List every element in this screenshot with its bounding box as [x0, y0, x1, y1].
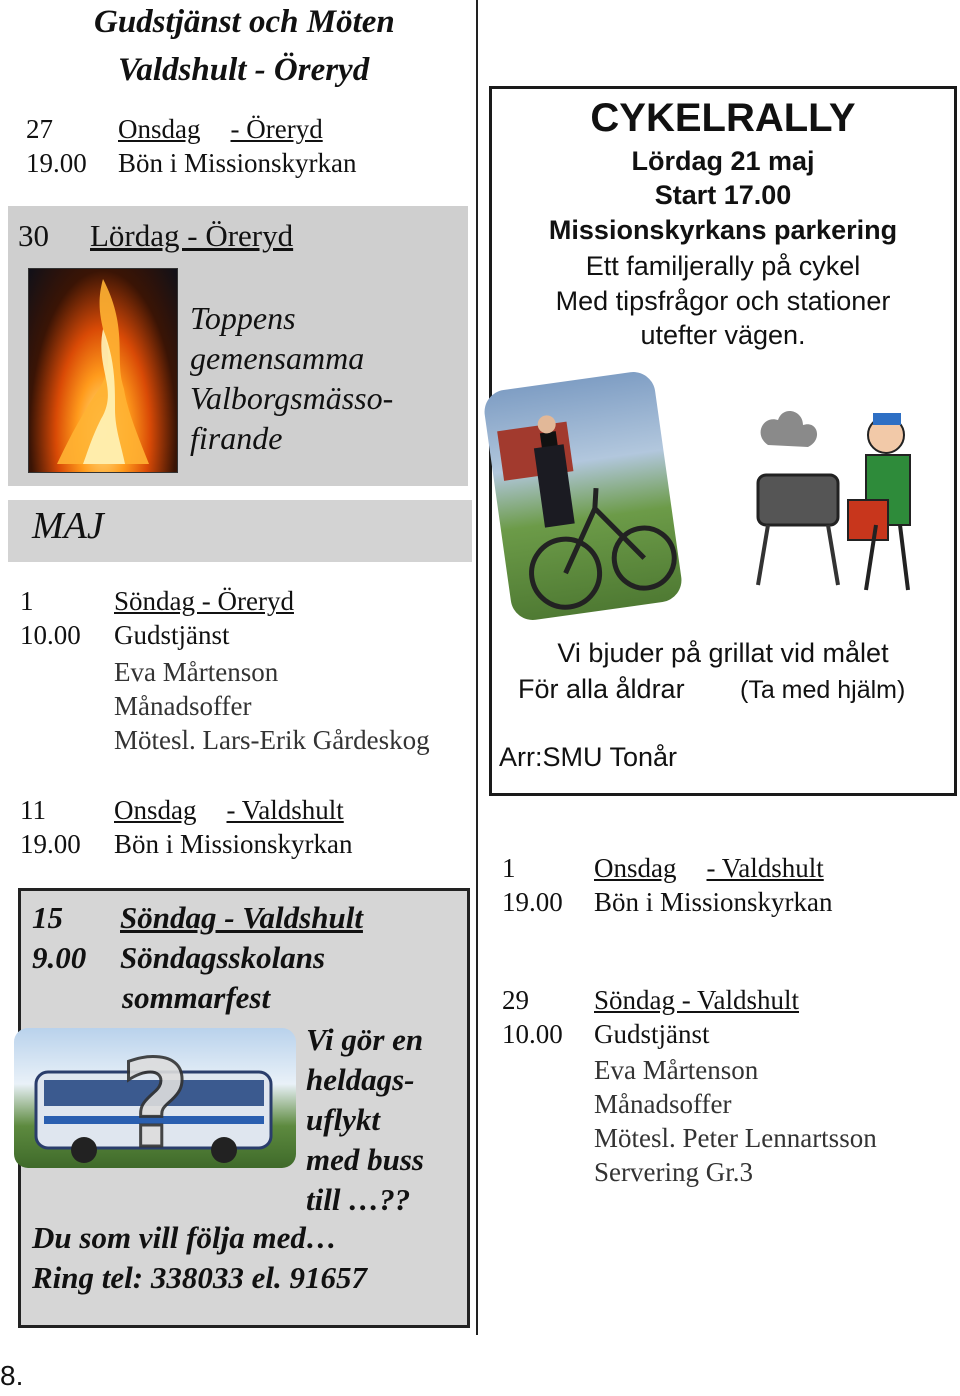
bus-trip-footer-2: Ring tel: 338033 el. 91657	[32, 1260, 367, 1295]
event-1-maj-detail: 10.00 Gudstjänst	[20, 620, 230, 650]
header-title-line2: Valdshult - Öreryd	[118, 52, 370, 88]
event-30-heading: 30 Lördag - Öreryd	[18, 218, 294, 253]
event-1-juni-heading: 1 Onsdag - Valdshult	[502, 853, 824, 883]
event-29-detail: 10.00 Gudstjänst	[502, 1019, 710, 1049]
rally-date: Lördag 21 maj	[631, 146, 815, 176]
svg-text:?: ?	[120, 1036, 190, 1168]
cyclist-photo	[482, 369, 685, 623]
bonfire-image	[28, 268, 178, 473]
event-1-juni-detail: 19.00 Bön i Missionskyrkan	[502, 887, 833, 917]
rally-helmet: (Ta med hjälm)	[740, 676, 906, 704]
rally-desc-3: utefter vägen.	[640, 320, 806, 350]
event-15-heading: 15 Söndag - Valdshult	[32, 900, 363, 935]
event-15-detail-2: sommarfest	[122, 980, 271, 1015]
event-11-detail: 19.00 Bön i Missionskyrkan	[20, 829, 353, 859]
bus-trip-description: Vi gör en heldags- uflykt med buss till …??	[306, 1022, 424, 1217]
maj-heading: MAJ	[32, 505, 104, 547]
rally-place: Missionskyrkans parkering	[548, 215, 898, 245]
rally-organizer: Arr:SMU Tonår	[499, 742, 678, 772]
rally-title: CYKELRALLY	[590, 96, 856, 140]
event-11-heading: 11 Onsdag - Valdshult	[20, 795, 344, 825]
event-15-detail: 9.00 Söndagsskolans	[32, 940, 326, 975]
event-1-maj-heading: 1 Söndag - Öreryd	[20, 586, 294, 616]
bus-image	[14, 1028, 296, 1168]
rally-grill-text: Vi bjuder på grillat vid målet	[557, 638, 889, 668]
event-1-maj-info: Eva Mårtenson Månadsoffer Mötesl. Lars-Erik Gårdeskog	[114, 657, 430, 755]
header-title-line1: Gudstjänst och Möten	[94, 4, 395, 40]
bus-trip-footer-1: Du som vill följa med…	[32, 1220, 337, 1255]
event-27-heading: 27 Onsdag - Öreryd	[26, 114, 323, 144]
page-number: 8.	[0, 1360, 24, 1391]
event-27-detail: 19.00 Bön i Missionskyrkan	[26, 148, 357, 178]
column-divider	[476, 0, 478, 1335]
rally-start: Start 17.00	[654, 180, 792, 210]
event-29-heading: 29 Söndag - Valdshult	[502, 985, 800, 1015]
event-29-info: Eva Mårtenson Månadsoffer Mötesl. Peter Lennartsson Servering Gr.3	[594, 1055, 877, 1187]
rally-desc-1: Ett familjerally på cykel	[585, 251, 861, 281]
valborg-description: Toppens gemensamma Valborgsmässo- firande	[190, 300, 394, 456]
rally-desc-2: Med tipsfrågor och stationer	[555, 286, 891, 316]
grill-cartoon	[748, 405, 926, 600]
rally-ages: För alla åldrar	[518, 674, 685, 704]
